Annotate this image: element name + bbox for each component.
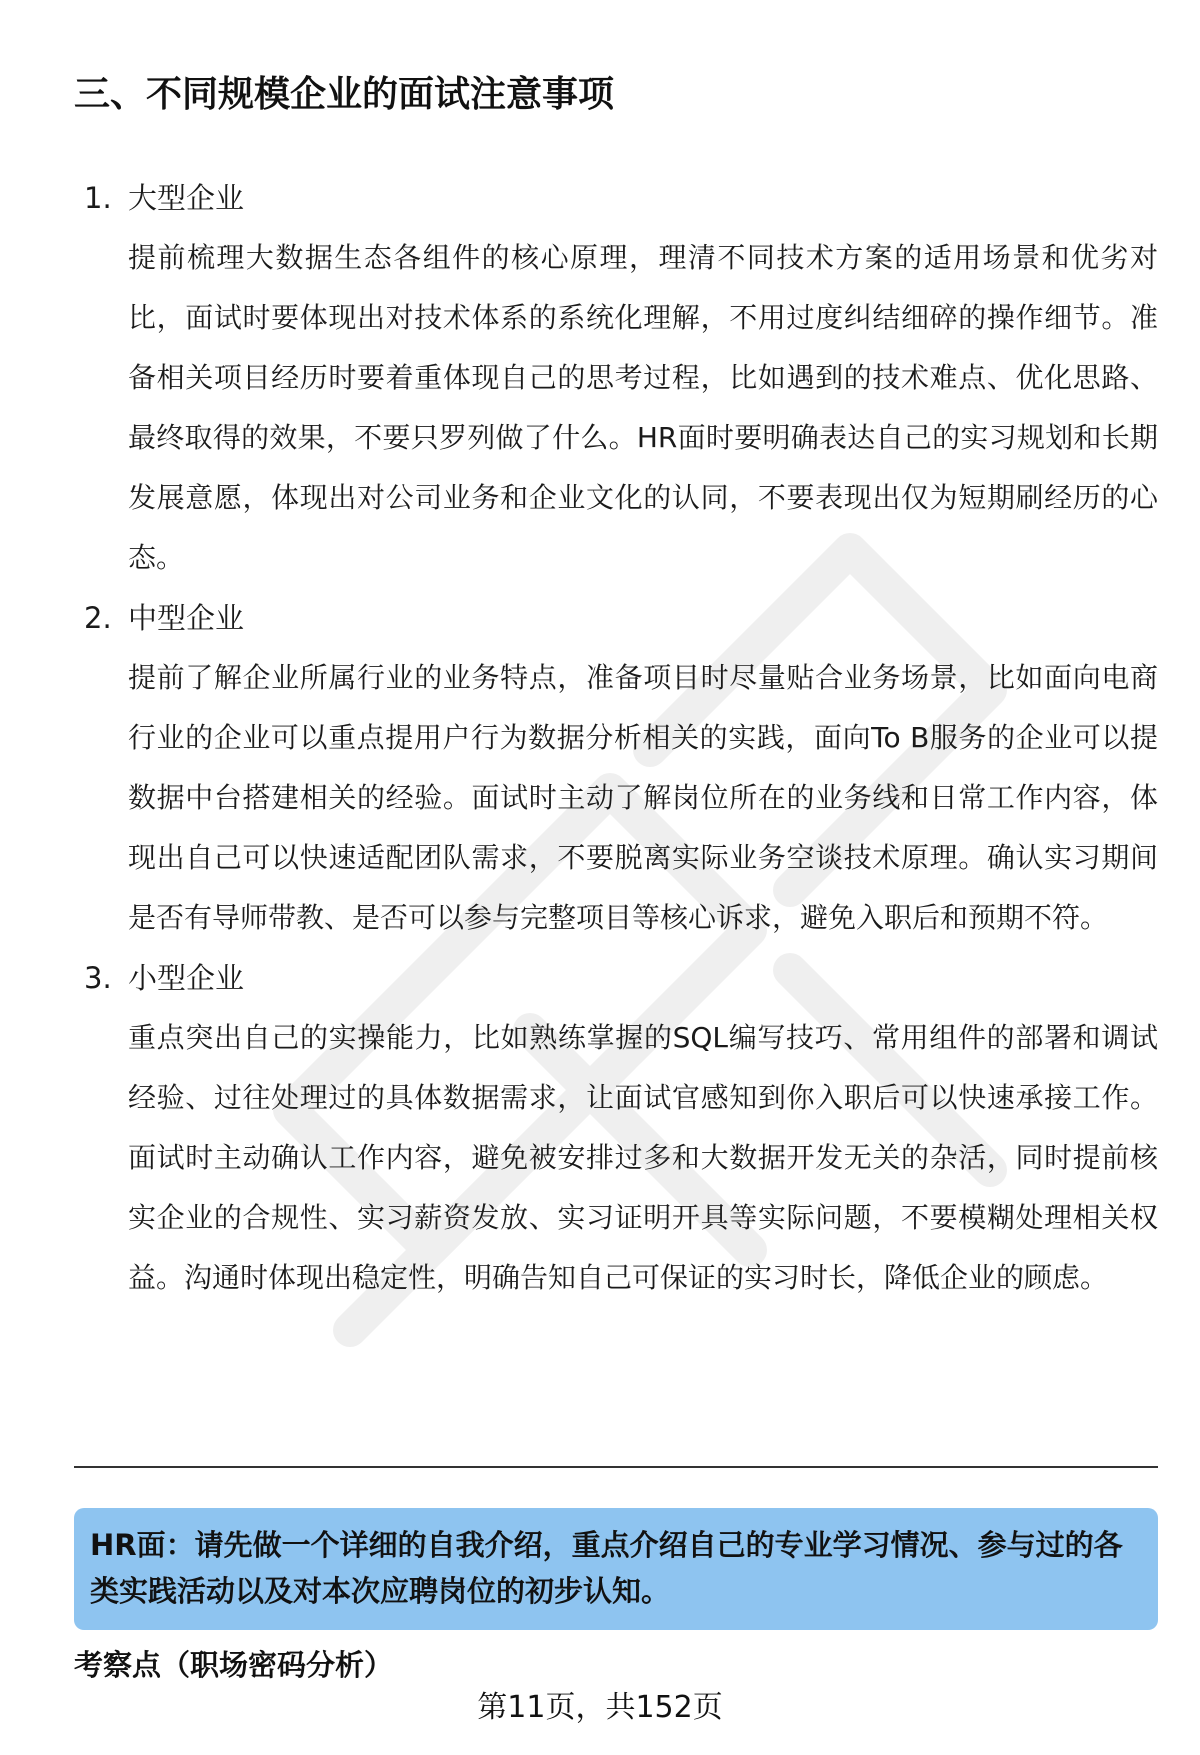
analysis-heading: 考察点（职场密码分析） [74, 1648, 394, 1682]
interview-question-text: HR面：请先做一个详细的自我介绍，重点介绍自己的专业学习情况、参与过的各类实践活动以及对本次应聘岗位的初步认知。 [90, 1528, 1123, 1608]
list-item-title: 大型企业 [128, 181, 245, 215]
list-item-header [84, 168, 1164, 228]
list-item-title: 中型企业 [128, 601, 245, 635]
list-item-medium-enterprise [84, 588, 1164, 948]
list-item-number: 2. [84, 601, 112, 635]
section-title: 三、不同规模企业的面试注意事项 [74, 74, 615, 115]
interview-question-callout [74, 1508, 1158, 1630]
list-item-small-enterprise [84, 948, 1164, 1308]
list-item-number: 1. [84, 181, 112, 215]
list-item-large-enterprise [84, 168, 1164, 588]
page-number: 第11页，共152页 [477, 1690, 723, 1725]
section-divider [74, 1466, 1158, 1468]
enterprise-size-list [84, 168, 1164, 1308]
list-item-body: 提前梳理大数据生态各组件的核心原理，理清不同技术方案的适用场景和优劣对比，面试时要体现出对技术体系的系统化理解，不用过度纠结细碎的操作细节。准备相关项目经历时要着重体现自己的思考过程，比如遇到的技术难点、优化思路、最终取得的效果，不要只罗列做了什么。HR面时要明确表达自己的实习规划和长期发展意愿，体现出对公司业务和企业文化的认同，不要表现出仅为短期刷经历的心态。 [128, 241, 1158, 574]
list-item-number: 3. [84, 961, 112, 995]
list-item-header [84, 948, 1164, 1008]
list-item-body: 重点突出自己的实操能力，比如熟练掌握的SQL编写技巧、常用组件的部署和调试经验、过往处理过的具体数据需求，让面试官感知到你入职后可以快速承接工作。面试时主动确认工作内容，避免被安排过多和大数据开发无关的杂活，同时提前核实企业的合规性、实习薪资发放、实习证明开具等实际问题，不要模糊处理相关权益。沟通时体现出稳定性，明确告知自己可保证的实习时长，降低企业的顾虑。 [128, 1021, 1158, 1294]
list-item-body: 提前了解企业所属行业的业务特点，准备项目时尽量贴合业务场景，比如面向电商行业的企业可以重点提用户行为数据分析相关的实践，面向To B服务的企业可以提数据中台搭建相关的经验。面试时主动了解岗位所在的业务线和日常工作内容，体现出自己可以快速适配团队需求，不要脱离实际业务空谈技术原理。确认实习期间是否有导师带教、是否可以参与完整项目等核心诉求，避免入职后和预期不符。 [128, 661, 1158, 934]
list-item-title: 小型企业 [128, 961, 245, 995]
list-item-header [84, 588, 1164, 648]
